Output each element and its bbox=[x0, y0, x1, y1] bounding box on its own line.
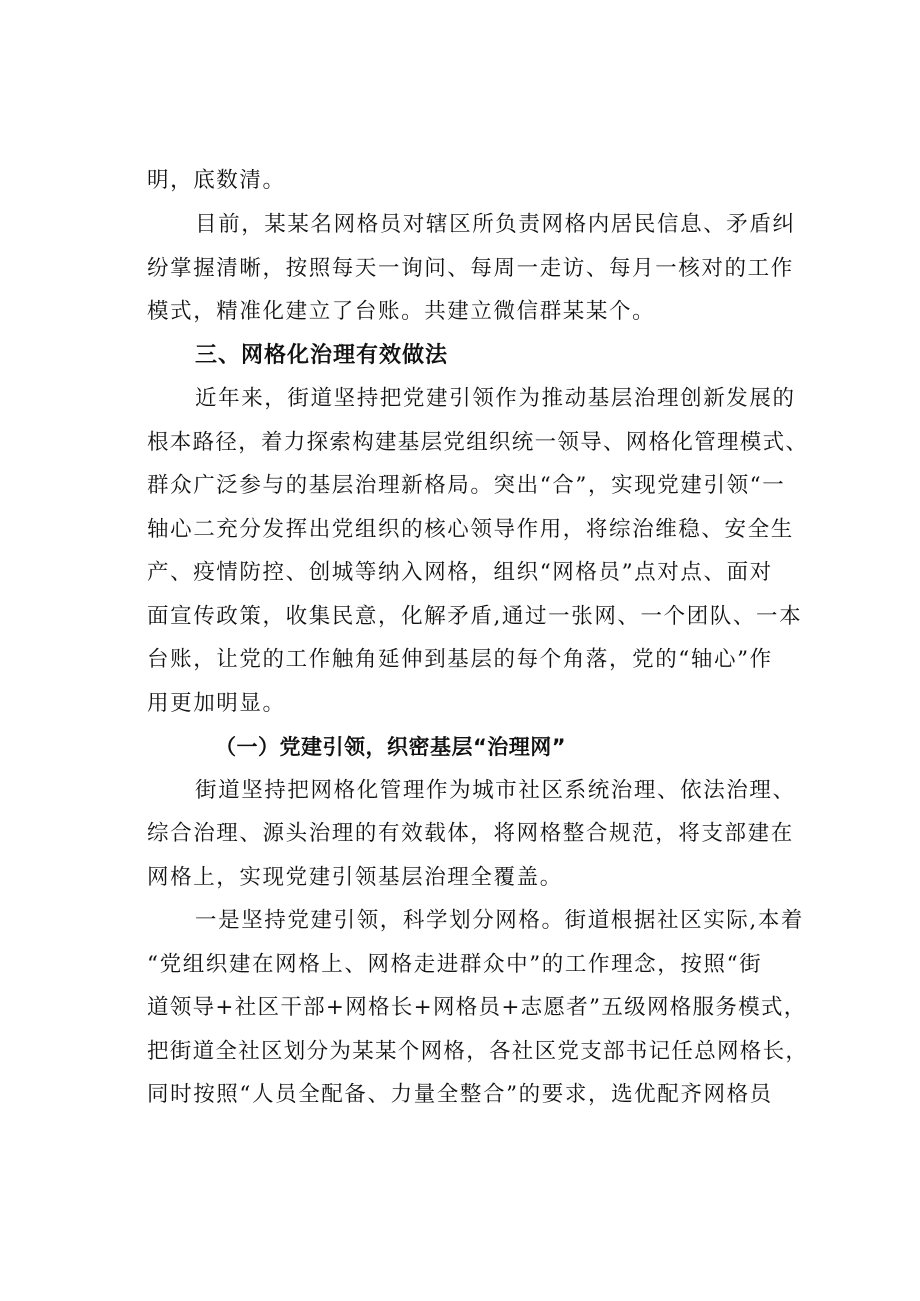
text-line: 纷掌握清晰，按照每天一询问、每周一走访、每月一核对的工作 bbox=[147, 256, 794, 281]
text-line: 明，底数清。 bbox=[147, 168, 286, 193]
text-line: 近年来，街道坚持把党建引领作为推动基层治理创新发展的 bbox=[195, 386, 796, 411]
text-line: 目前，某某名网格员对辖区所负责网格内居民信息、矛盾纠 bbox=[195, 212, 796, 237]
text-line: 群众广泛参与的基层治理新格局。突出“合”，实现党建引领“一 bbox=[147, 473, 786, 498]
text-line: 道领导+社区干部+网格长+网格员+志愿者”五级网格服务模式， bbox=[147, 995, 807, 1020]
text-line: 把街道全社区划分为某某个网格，各社区党支部书记任总网格长， bbox=[147, 1039, 809, 1064]
text-line: 街道坚持把网格化管理作为城市社区系统治理、依法治理、 bbox=[195, 778, 796, 803]
text-line: 用更加明显。 bbox=[147, 691, 286, 716]
section-heading: 三、网格化治理有效做法 bbox=[195, 343, 449, 368]
text-line: 根本路径，着力探索构建基层党组织统一领导、网格化管理模式、 bbox=[147, 430, 809, 455]
text-line: 产、疫情防控、创城等纳入网格，组织“网格员”点对点、面对 bbox=[147, 560, 773, 585]
text-line: 面宣传政策，收集民意，化解矛盾,通过一张网、一个团队、一本 bbox=[147, 604, 803, 629]
text-line: 轴心二充分发挥出党组织的核心领导作用，将综治维稳、安全生 bbox=[147, 517, 794, 542]
text-line: 综合治理、源头治理的有效载体，将网格整合规范，将支部建在 bbox=[147, 821, 794, 846]
text-line: “党组织建在网格上、网格走进群众中”的工作理念，按照“街 bbox=[147, 952, 763, 977]
subsection-heading: （一）党建引领，织密基层“治理网” bbox=[215, 735, 567, 759]
text-line: 台账，让党的工作触角延伸到基层的每个角落，党的“轴心”作 bbox=[147, 647, 773, 672]
text-line: 一是坚持党建引领，科学划分网格。街道根据社区实际,本着 bbox=[195, 908, 805, 933]
text-line: 网格上，实现党建引领基层治理全覆盖。 bbox=[147, 865, 563, 890]
text-line: 同时按照“人员全配备、力量全整合”的要求，选优配齐网格员 bbox=[147, 1082, 773, 1107]
text-line: 模式，精准化建立了台账。共建立微信群某某个。 bbox=[147, 299, 656, 324]
